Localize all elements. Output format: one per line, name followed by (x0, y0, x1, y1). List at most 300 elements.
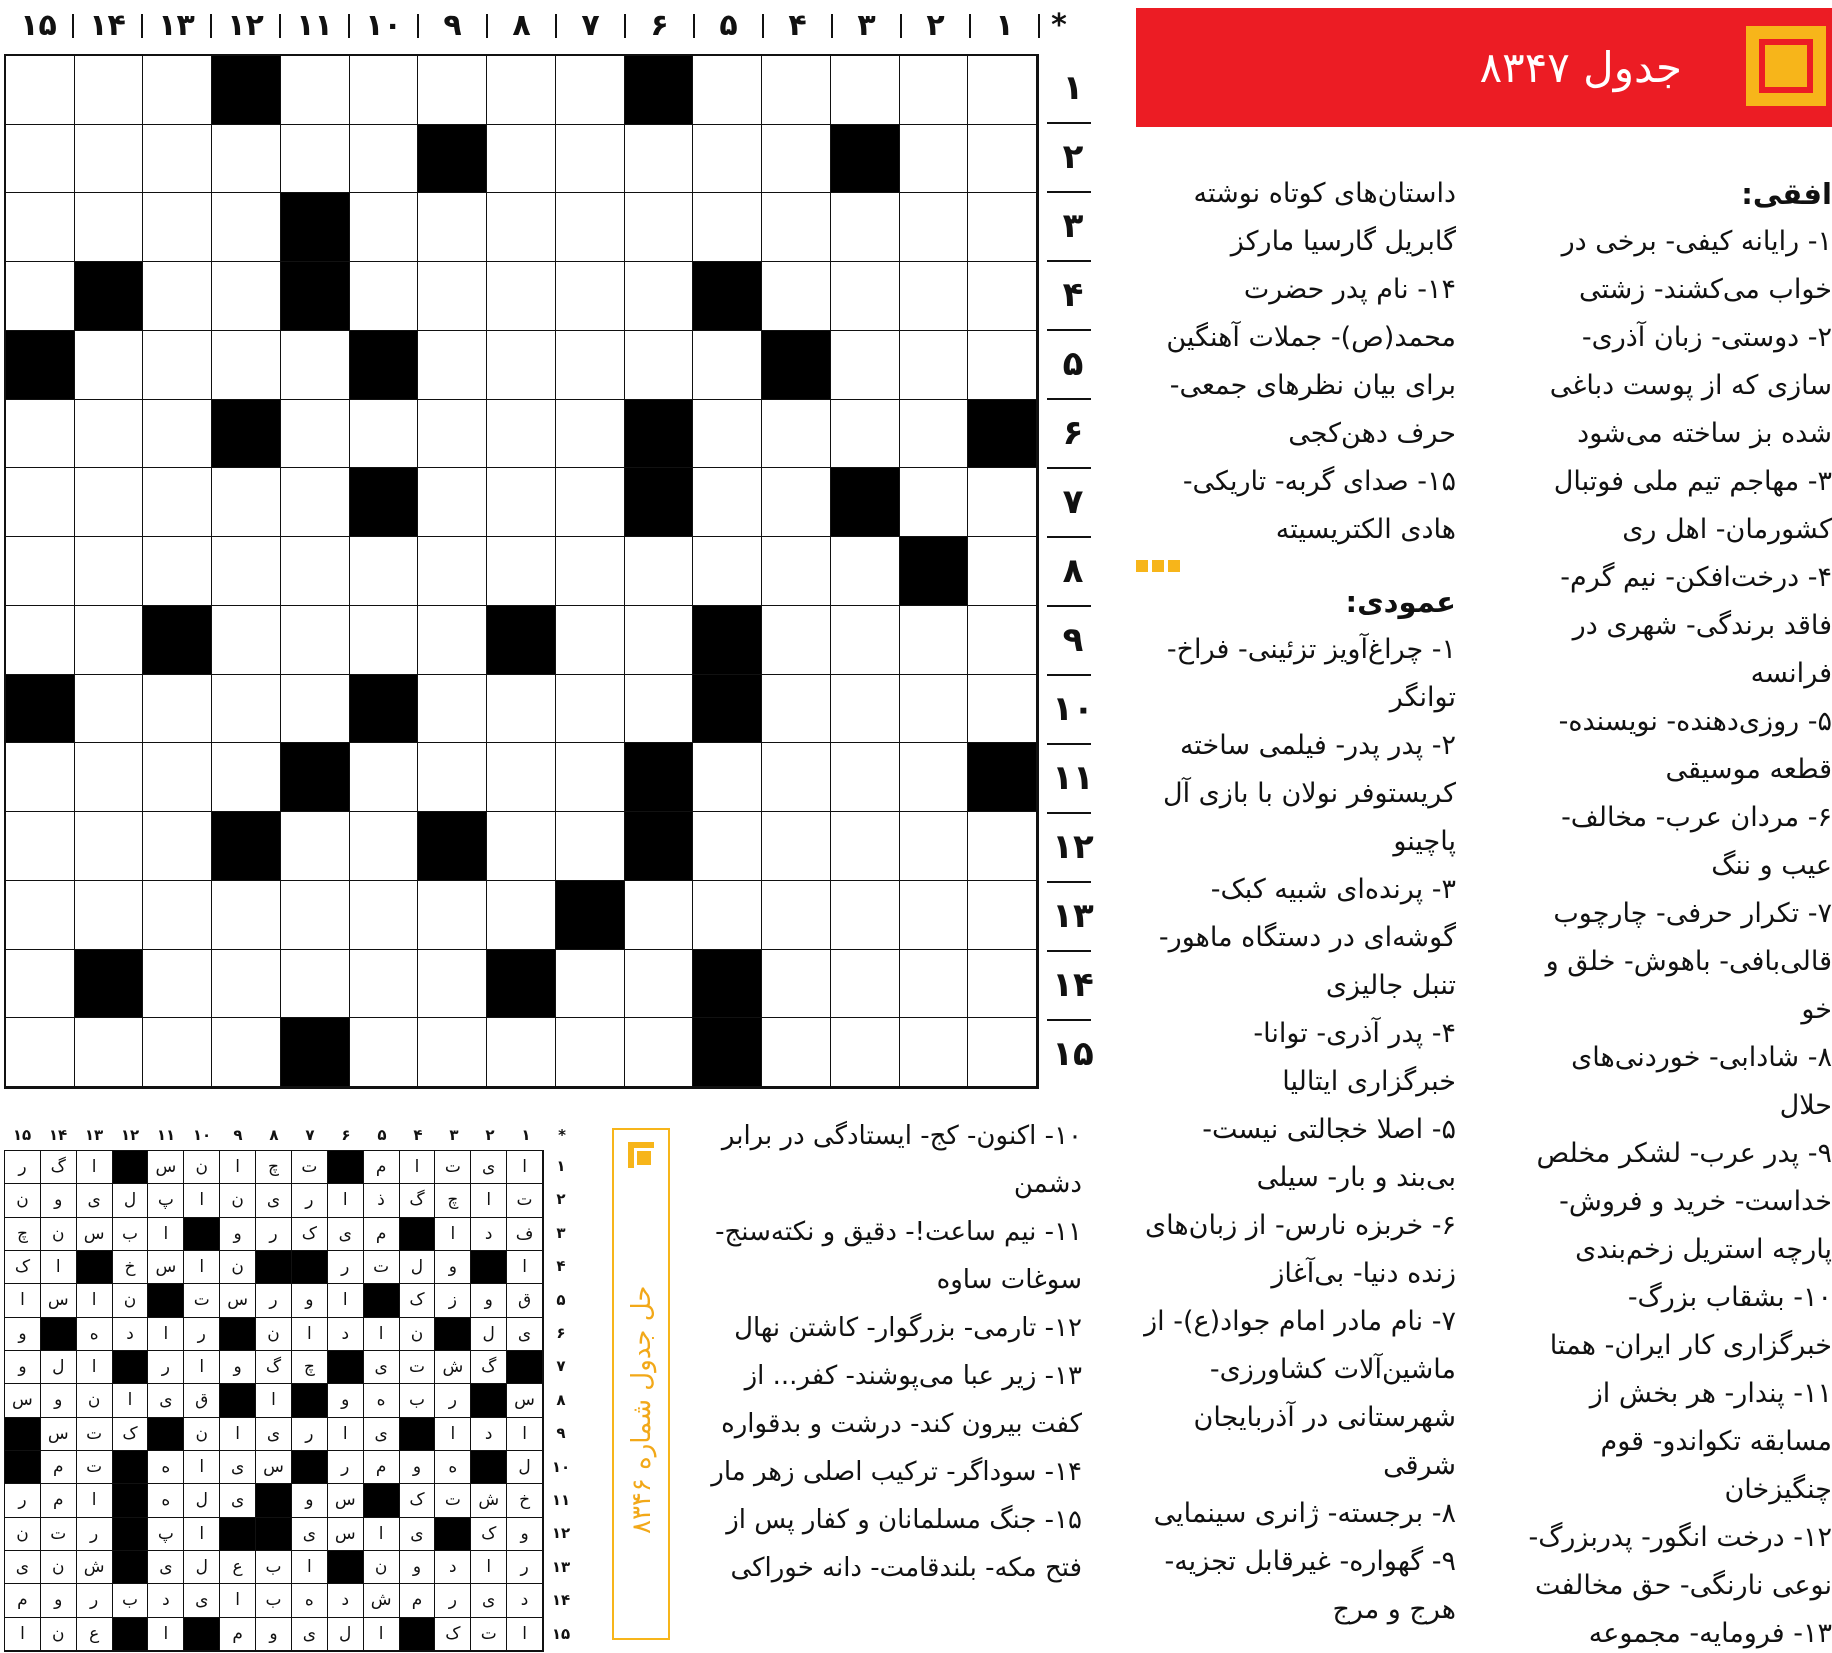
grid-cell[interactable] (968, 881, 1037, 950)
grid-cell[interactable] (968, 125, 1037, 194)
row-number: ۱۰ (1052, 689, 1094, 729)
grid-cell[interactable] (212, 193, 281, 262)
row-number: ۴ (1062, 275, 1084, 315)
down-heading: عمودی: (1345, 585, 1456, 619)
grid-cell[interactable] (556, 1018, 625, 1087)
grid-black-cell (831, 125, 900, 194)
grid-cell[interactable] (350, 262, 419, 331)
grid-cell[interactable] (693, 125, 762, 194)
grid-cell[interactable] (281, 881, 350, 950)
grid-cell[interactable] (693, 743, 762, 812)
grid-cell[interactable] (487, 400, 556, 469)
solution-column-number: ۱۰ (192, 1126, 212, 1144)
solution-cell: ن (113, 1284, 149, 1317)
grid-cell[interactable] (281, 606, 350, 675)
solution-cell: و (5, 1351, 41, 1384)
solution-cell: ا (328, 1284, 364, 1317)
grid-black-cell (212, 400, 281, 469)
grid-cell[interactable] (556, 606, 625, 675)
solution-cell: م (364, 1451, 400, 1484)
across-clues-column (1516, 170, 1832, 1650)
grid-cell[interactable] (625, 1018, 694, 1087)
grid-cell[interactable] (6, 56, 75, 125)
solution-cell: ق (507, 1284, 543, 1317)
solution-cell: د (328, 1318, 364, 1351)
solution-cell: ا (435, 1218, 471, 1251)
solution-column-number: ۲ (485, 1126, 495, 1144)
grid-cell[interactable] (212, 468, 281, 537)
solution-black-cell (400, 1418, 436, 1451)
grid-cell[interactable] (281, 125, 350, 194)
grid-cell[interactable] (75, 812, 144, 881)
grid-cell[interactable] (6, 812, 75, 881)
grid-cell[interactable] (556, 262, 625, 331)
grid-cell[interactable] (281, 331, 350, 400)
across-clues-continued: داستان‌های کوتاه نوشته گابریل گارسیا مارکز ۱۴- نام پدر حضرت محمد(ص)- جملات آهنگین برای بیان نظرهای جمعی- حرف دهن‌کجی ۱۵- صدای گربه- تاریکی- هادی الکتریسیته (1166, 178, 1456, 545)
grid-cell[interactable] (831, 606, 900, 675)
grid-cell[interactable] (831, 262, 900, 331)
grid-cell[interactable] (281, 812, 350, 881)
grid-cell[interactable] (418, 1018, 487, 1087)
solution-black-cell (113, 1151, 149, 1184)
grid-cell[interactable] (212, 881, 281, 950)
solution-cell: س (41, 1418, 77, 1451)
solution-cell: ا (471, 1551, 507, 1584)
solution-column-number: ۱۱ (156, 1126, 176, 1144)
grid-cell[interactable] (487, 537, 556, 606)
grid-cell[interactable] (487, 262, 556, 331)
grid-cell[interactable] (75, 675, 144, 744)
grid-cell[interactable] (418, 331, 487, 400)
grid-black-cell (75, 262, 144, 331)
solution-cell: ر (256, 1218, 292, 1251)
grid-cell[interactable] (143, 537, 212, 606)
row-separator (1047, 467, 1091, 469)
grid-cell[interactable] (6, 743, 75, 812)
grid-cell[interactable] (762, 56, 831, 125)
grid-cell[interactable] (75, 537, 144, 606)
solution-row-number: ۱۵ (551, 1624, 571, 1643)
grid-cell[interactable] (6, 400, 75, 469)
grid-cell[interactable] (900, 331, 969, 400)
row-number: ۷ (1062, 482, 1084, 522)
solution-cell: س (148, 1151, 184, 1184)
grid-cell[interactable] (281, 56, 350, 125)
grid-cell[interactable] (6, 881, 75, 950)
grid-cell[interactable] (900, 606, 969, 675)
grid-cell[interactable] (418, 675, 487, 744)
grid-cell[interactable] (143, 125, 212, 194)
grid-cell[interactable] (625, 606, 694, 675)
title-bar (1136, 8, 1832, 127)
grid-cell[interactable] (762, 743, 831, 812)
grid-cell[interactable] (556, 537, 625, 606)
grid-cell[interactable] (350, 193, 419, 262)
solution-cell: ی (256, 1418, 292, 1451)
grid-cell[interactable] (350, 812, 419, 881)
solution-cell: ت (292, 1151, 328, 1184)
grid-cell[interactable] (762, 950, 831, 1019)
grid-cell[interactable] (968, 1018, 1037, 1087)
solution-cell: ه (77, 1318, 113, 1351)
grid-cell[interactable] (143, 950, 212, 1019)
grid-cell[interactable] (968, 331, 1037, 400)
grid-cell[interactable] (831, 400, 900, 469)
grid-cell[interactable] (281, 400, 350, 469)
grid-cell[interactable] (143, 331, 212, 400)
grid-cell[interactable] (900, 262, 969, 331)
grid-cell[interactable] (762, 1018, 831, 1087)
grid-cell[interactable] (968, 606, 1037, 675)
grid-cell[interactable] (418, 262, 487, 331)
row-separator (1047, 605, 1091, 607)
solution-cell: ن (77, 1384, 113, 1417)
grid-cell[interactable] (625, 193, 694, 262)
grid-cell[interactable] (281, 675, 350, 744)
grid-cell[interactable] (900, 56, 969, 125)
grid-cell[interactable] (968, 675, 1037, 744)
grid-cell[interactable] (418, 950, 487, 1019)
grid-cell[interactable] (350, 125, 419, 194)
grid-cell[interactable] (212, 675, 281, 744)
solution-cell: ی (400, 1518, 436, 1551)
solution-row-number: ۱ (556, 1157, 566, 1175)
grid-cell[interactable] (900, 1018, 969, 1087)
grid-cell[interactable] (831, 56, 900, 125)
grid-cell[interactable] (6, 537, 75, 606)
solution-cell: ل (113, 1184, 149, 1217)
solution-cell: د (471, 1218, 507, 1251)
grid-cell[interactable] (762, 400, 831, 469)
grid-cell[interactable] (75, 193, 144, 262)
grid-cell[interactable] (900, 125, 969, 194)
grid-cell[interactable] (350, 1018, 419, 1087)
grid-cell[interactable] (418, 193, 487, 262)
grid-cell[interactable] (900, 400, 969, 469)
grid-black-cell (281, 1018, 350, 1087)
grid-cell[interactable] (968, 950, 1037, 1019)
grid-cell[interactable] (968, 193, 1037, 262)
grid-black-cell (831, 468, 900, 537)
grid-cell[interactable] (968, 812, 1037, 881)
grid-cell[interactable] (693, 331, 762, 400)
grid-cell[interactable] (693, 400, 762, 469)
grid-cell[interactable] (143, 56, 212, 125)
grid-cell[interactable] (693, 468, 762, 537)
solution-cell: م (41, 1484, 77, 1517)
grid-cell[interactable] (418, 56, 487, 125)
solution-cell: ا (77, 1351, 113, 1384)
grid-cell[interactable] (625, 537, 694, 606)
grid-cell[interactable] (693, 812, 762, 881)
grid-cell[interactable] (968, 56, 1037, 125)
grid-cell[interactable] (212, 606, 281, 675)
solution-cell: ر (5, 1151, 41, 1184)
solution-cell: ا (507, 1618, 543, 1651)
grid-cell[interactable] (487, 812, 556, 881)
solution-black-cell (328, 1551, 364, 1584)
grid-cell[interactable] (968, 537, 1037, 606)
solution-cell: ر (507, 1551, 543, 1584)
solution-black-cell (435, 1318, 471, 1351)
grid-cell[interactable] (75, 400, 144, 469)
grid-cell[interactable] (143, 881, 212, 950)
grid-cell[interactable] (350, 743, 419, 812)
grid-cell[interactable] (625, 125, 694, 194)
solution-cell: ش (77, 1551, 113, 1584)
grid-cell[interactable] (831, 537, 900, 606)
solution-cell: ا (328, 1184, 364, 1217)
grid-cell[interactable] (831, 331, 900, 400)
solution-cell: ع (220, 1551, 256, 1584)
grid-cell[interactable] (281, 537, 350, 606)
grid-cell[interactable] (350, 400, 419, 469)
solution-cell: ا (5, 1618, 41, 1651)
grid-cell[interactable] (143, 193, 212, 262)
grid-cell[interactable] (831, 1018, 900, 1087)
solution-row-number: ۵ (556, 1290, 566, 1309)
grid-cell[interactable] (831, 193, 900, 262)
solution-cell: د (113, 1318, 149, 1351)
solution-cell: ل (471, 1318, 507, 1351)
grid-cell[interactable] (350, 950, 419, 1019)
solution-cell: ی (292, 1518, 328, 1551)
row-separator (1047, 398, 1091, 400)
grid-cell[interactable] (281, 950, 350, 1019)
solution-cell: ا (364, 1518, 400, 1551)
grid-cell[interactable] (487, 331, 556, 400)
grid-cell[interactable] (418, 606, 487, 675)
grid-cell[interactable] (831, 743, 900, 812)
solution-black-cell (113, 1451, 149, 1484)
solution-cell: ق (184, 1384, 220, 1417)
grid-cell[interactable] (350, 537, 419, 606)
solution-cell: ا (148, 1218, 184, 1251)
grid-cell[interactable] (418, 468, 487, 537)
grid-cell[interactable] (6, 125, 75, 194)
grid-cell[interactable] (693, 193, 762, 262)
grid-cell[interactable] (143, 743, 212, 812)
grid-cell[interactable] (487, 1018, 556, 1087)
grid-cell[interactable] (75, 125, 144, 194)
grid-cell[interactable] (762, 812, 831, 881)
row-separator (1047, 674, 1091, 676)
grid-cell[interactable] (762, 468, 831, 537)
grid-cell[interactable] (556, 468, 625, 537)
grid-cell[interactable] (6, 468, 75, 537)
grid-cell[interactable] (900, 881, 969, 950)
solution-cell: ا (507, 1251, 543, 1284)
row-separator (1047, 1019, 1091, 1021)
grid-cell[interactable] (831, 950, 900, 1019)
grid-cell[interactable] (487, 468, 556, 537)
grid-cell[interactable] (625, 881, 694, 950)
grid-black-cell (968, 743, 1037, 812)
grid-cell[interactable] (75, 331, 144, 400)
solution-black-cell (328, 1151, 364, 1184)
grid-cell[interactable] (556, 743, 625, 812)
solution-cell: ب (256, 1551, 292, 1584)
grid-cell[interactable] (762, 675, 831, 744)
grid-black-cell (143, 606, 212, 675)
across-heading: افقی: (1741, 177, 1832, 211)
grid-cell[interactable] (900, 675, 969, 744)
grid-cell[interactable] (556, 331, 625, 400)
solution-cell: و (292, 1484, 328, 1517)
solution-cell: د (328, 1584, 364, 1617)
grid-cell[interactable] (487, 125, 556, 194)
grid-cell[interactable] (143, 468, 212, 537)
solution-cell: گ (471, 1351, 507, 1384)
solution-black-cell (113, 1518, 149, 1551)
row-number: ۶ (1062, 413, 1084, 453)
grid-cell[interactable] (762, 262, 831, 331)
grid-cell[interactable] (693, 56, 762, 125)
grid-cell[interactable] (487, 743, 556, 812)
grid-cell[interactable] (831, 812, 900, 881)
solution-black-cell (148, 1284, 184, 1317)
solution-cell: ت (184, 1284, 220, 1317)
solution-cell: ه (148, 1451, 184, 1484)
solution-black-cell (113, 1351, 149, 1384)
grid-cell[interactable] (418, 743, 487, 812)
solution-cell: م (5, 1584, 41, 1617)
grid-cell[interactable] (831, 675, 900, 744)
solution-cell: ک (471, 1518, 507, 1551)
solution-cell: و (435, 1251, 471, 1284)
grid-cell[interactable] (212, 950, 281, 1019)
grid-cell[interactable] (556, 812, 625, 881)
grid-cell[interactable] (212, 331, 281, 400)
grid-cell[interactable] (6, 262, 75, 331)
grid-cell[interactable] (693, 881, 762, 950)
solution-column-number: ۱۴ (48, 1126, 68, 1144)
solution-black-cell (328, 1351, 364, 1384)
solution-cell: ف (507, 1218, 543, 1251)
grid-black-cell (762, 331, 831, 400)
grid-cell[interactable] (6, 193, 75, 262)
grid-cell[interactable] (143, 262, 212, 331)
solution-cell: ک (400, 1484, 436, 1517)
grid-cell[interactable] (556, 400, 625, 469)
grid-cell[interactable] (143, 812, 212, 881)
row-number: ۲ (1062, 137, 1084, 177)
solution-black-cell (256, 1518, 292, 1551)
solution-cell: ی (5, 1551, 41, 1584)
grid-cell[interactable] (762, 125, 831, 194)
grid-cell[interactable] (762, 193, 831, 262)
grid-cell[interactable] (212, 1018, 281, 1087)
row-separator (1047, 122, 1091, 124)
grid-cell[interactable] (556, 56, 625, 125)
row-number: ۱۱ (1052, 758, 1094, 798)
solution-cell: ت (364, 1251, 400, 1284)
grid-cell[interactable] (556, 675, 625, 744)
grid-cell[interactable] (693, 537, 762, 606)
solution-cell: ب (113, 1584, 149, 1617)
grid-cell[interactable] (762, 881, 831, 950)
solution-cell: ت (435, 1151, 471, 1184)
grid-cell[interactable] (556, 193, 625, 262)
solution-cell: ت (77, 1418, 113, 1451)
grid-cell[interactable] (418, 400, 487, 469)
grid-cell[interactable] (75, 56, 144, 125)
grid-cell[interactable] (143, 1018, 212, 1087)
grid-cell[interactable] (6, 1018, 75, 1087)
solution-black-cell (471, 1451, 507, 1484)
grid-cell[interactable] (556, 950, 625, 1019)
grid-cell[interactable] (556, 125, 625, 194)
grid-cell[interactable] (75, 1018, 144, 1087)
solution-cell: ی (292, 1618, 328, 1651)
grid-cell[interactable] (75, 468, 144, 537)
grid-cell[interactable] (143, 400, 212, 469)
solution-cell: د (471, 1418, 507, 1451)
solution-row-number: ۲ (556, 1190, 566, 1209)
grid-cell[interactable] (75, 606, 144, 675)
grid-cell[interactable] (487, 675, 556, 744)
grid-cell[interactable] (625, 331, 694, 400)
solution-column-number: ۱ (521, 1126, 531, 1144)
grid-cell[interactable] (625, 950, 694, 1019)
grid-cell[interactable] (75, 881, 144, 950)
solution-column-number: ۷ (305, 1126, 315, 1144)
grid-cell[interactable] (900, 468, 969, 537)
grid-cell[interactable] (487, 881, 556, 950)
grid-cell[interactable] (762, 537, 831, 606)
grid-cell[interactable] (625, 675, 694, 744)
grid-cell[interactable] (968, 262, 1037, 331)
solution-black-cell (364, 1484, 400, 1517)
crossword-grid[interactable] (4, 54, 1039, 1089)
solution-cell: ا (220, 1418, 256, 1451)
row-number: ۸ (1062, 551, 1084, 591)
grid-cell[interactable] (212, 743, 281, 812)
grid-cell[interactable] (900, 743, 969, 812)
grid-cell[interactable] (350, 606, 419, 675)
grid-cell[interactable] (418, 881, 487, 950)
solution-grid (4, 1150, 544, 1652)
grid-cell[interactable] (350, 56, 419, 125)
grid-cell[interactable] (625, 262, 694, 331)
grid-cell[interactable] (968, 468, 1037, 537)
grid-cell[interactable] (281, 468, 350, 537)
grid-cell[interactable] (212, 125, 281, 194)
solution-cell: ی (328, 1218, 364, 1251)
grid-cell[interactable] (143, 675, 212, 744)
grid-cell[interactable] (212, 262, 281, 331)
solution-cell: ی (148, 1551, 184, 1584)
grid-cell[interactable] (900, 950, 969, 1019)
grid-cell[interactable] (6, 606, 75, 675)
grid-black-cell (693, 950, 762, 1019)
grid-cell[interactable] (487, 56, 556, 125)
solution-cell: س (5, 1384, 41, 1417)
grid-black-cell (75, 950, 144, 1019)
grid-cell[interactable] (418, 537, 487, 606)
grid-cell[interactable] (487, 193, 556, 262)
grid-cell[interactable] (762, 606, 831, 675)
grid-cell[interactable] (212, 537, 281, 606)
solution-cell: ب (256, 1584, 292, 1617)
grid-cell[interactable] (350, 881, 419, 950)
grid-cell[interactable] (75, 743, 144, 812)
grid-cell[interactable] (831, 881, 900, 950)
grid-cell[interactable] (900, 193, 969, 262)
grid-cell[interactable] (6, 950, 75, 1019)
grid-cell[interactable] (900, 812, 969, 881)
solution-cell: ا (400, 1151, 436, 1184)
